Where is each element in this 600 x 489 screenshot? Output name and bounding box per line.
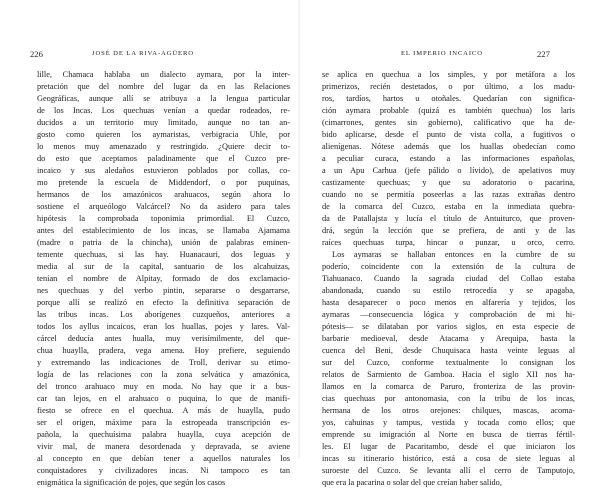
text-line: temente quechuas, si las hay. Huanacauri, dos leguas y — [37, 250, 290, 259]
text-line: antes del establecimiento de los incas, se llamaba Ajamama — [37, 226, 290, 235]
text-line: pótesis— se dilataban por varios siglos, en esta especie de — [322, 322, 575, 331]
text-line: llamos en la comarca de Paruro, fronteriza de las provin- — [322, 382, 575, 391]
text-line: bido aplicarse, desde el punto de vista colla, a fugitivos o — [322, 130, 575, 139]
text-line: las tribus incas. Los aborígenes cuzqueños, anteriores a — [37, 310, 290, 319]
text-line: pañola, la quechuísima palabra huaylla, cuya acepción de — [37, 430, 290, 439]
text-line: ser el origen, máxime para la estropeada transcripción es- — [37, 418, 290, 427]
text-line: porque allí se realizó en efecto la definitiva separación de — [37, 298, 290, 307]
text-line: hipótesis la comprobada toponimia primordial. El Cuzco, — [37, 214, 290, 223]
text-line: enigmática la significación de pojes, que según los casos — [37, 478, 226, 487]
text-line: yos, cahuinas y tampus, vestida y tocada como ellos; que — [322, 418, 575, 427]
text-line: hermana de los otros orejones: chilques, mascas, acoma- — [322, 406, 575, 415]
page-number: 227 — [537, 49, 550, 59]
text-line: suroeste del Cuzco. Se levanta allí el cerro de Tamputojo, — [322, 466, 575, 475]
text-line: incaico y sus aledaños estuvieron poblados por collas, co- — [37, 166, 290, 175]
right-page — [300, 0, 600, 487]
text-line: fiesto se ofrece en el quechua. A más de huaylla, pudo — [37, 406, 290, 415]
text-line: se aplica en quechua a los simples, y por metáfora a los — [322, 70, 575, 79]
text-line: media al sur de la capital, santuario de los alcahuizas, — [37, 262, 290, 271]
text-line: car tan lejos, en el arahuaco o puquina, lo que de manifi- — [37, 394, 290, 403]
text-line: primerizos, recién destetados, o por último, a los madu- — [322, 82, 575, 91]
text-line: de la comarca del Cuzco, estaba en la inmediata quebra- — [322, 202, 575, 211]
text-line: emprende su imigración al Norte en busca de tierras fértil- — [322, 430, 575, 439]
text-line: vivir mal, de manera desordenada y depravada, se aviene — [37, 442, 290, 451]
left-page-body — [37, 69, 290, 489]
text-line: (cimarrones, gentes sin gobierno), calificativo que ha de- — [322, 118, 575, 127]
text-line: a peculiar curaca, estando a las informaciones españolas, — [322, 154, 575, 163]
text-line: abandonada, cuando su estilo retrocedía y se apagaba, — [322, 286, 575, 295]
text-line: ros, tardíos, hartos u otoñales. Quedarían con significa- — [322, 94, 575, 103]
text-line: alienígenas. Nótese además que los huallas obedecían como — [322, 142, 575, 151]
text-line: barbarie medioeval, desde Atacama y Arequipa, hasta la — [322, 334, 575, 343]
text-line: incas su itinerario histórico, está a cosa de siete leguas al — [322, 454, 575, 463]
text-line: conquistadores y civilizadores incas. Ni tampoco es tan — [37, 466, 290, 475]
text-line: gosto como quieren los aymaristas, verbigracia Uhle, por — [37, 130, 290, 139]
text-line: do esto que aceptamos paladinamente que el Cuzco pre- — [37, 154, 290, 163]
text-line: mo pretende la escuela de Middendorf, o por puquinas, — [37, 178, 290, 187]
running-head: EL IMPERIO INCAICO — [401, 50, 483, 57]
text-line: nes quechuas y del verbo pintin, separarse o desgarrarse, — [37, 286, 290, 295]
text-line: poderío, coincidente con la extensión de la cultura de — [322, 262, 575, 271]
text-line: da de Patallajsta y lucía el título de Antuiturco, que proven- — [322, 214, 575, 223]
text-line: cuando no se permitía poseerlas a las razas extrañas dentro — [322, 190, 575, 199]
text-line: aymaras —consecuencia lógica y comprobación de mi hi- — [322, 310, 575, 319]
text-line: del tronco arahuaco muy en moda. No hay que ir a bus- — [37, 382, 290, 391]
text-line: cias quechuas por antonomasia, con la tribu de los incas, — [322, 394, 575, 403]
text-line: tenían el nombre de Alpitay, formado de dos exclamacio- — [37, 274, 290, 283]
left-page-header — [0, 48, 300, 60]
text-line: que era la pacarina o solar del que creían haber salido, — [322, 478, 502, 487]
text-line: ción aymara probable (quizá es también quechua) los laris — [322, 106, 575, 115]
text-line: hasta desaparecer o poco menos en alfarería y tejidos, los — [322, 298, 575, 307]
left-page — [0, 0, 300, 487]
text-line: les. El lugar de Pacaritambo, desde el que iniciaron los — [322, 442, 575, 451]
text-line: lille, Chamaca hablaba un dialecto aymara, por la inter- — [37, 70, 290, 79]
text-line: drá, según la lección que se prefiera, de anti y de las — [322, 226, 575, 235]
text-line: de los Incas. Los quechuas venían a quedar rodeados, re- — [37, 106, 290, 115]
text-line: Los aymaras se hallaban entonces en la cumbre de su — [332, 250, 575, 259]
text-line: cuenca del Beni, desde Chuquisaca hasta veinte leguas al — [322, 346, 575, 355]
text-line: castizamente quechuas; y que su adoratorio o pacarina, — [322, 178, 575, 187]
text-line: y extremando las indicaciones de Troll, derivar su etimo- — [37, 358, 290, 367]
text-line: a un Apu Carhua (jefe pálido o lívido), de apelativos muy — [322, 166, 575, 175]
text-line: logía de las relaciones con la zona selvática y amazónica, — [37, 370, 290, 379]
text-line: sostiene el arqueólogo Valcárcel? No da asidero para tales — [37, 202, 290, 211]
text-line: cárcel deducía antes hualla, muy verisímilmente, del que- — [37, 334, 290, 343]
text-line: hermanos de los amazónicos arahuacos, según ahora lo — [37, 190, 290, 199]
text-line: relatos de Sarmiento de Gamboa. Hacia el siglo XII nos ha- — [322, 370, 575, 379]
text-line: (madre o patria de la chincha), unión de palabras eminen- — [37, 238, 290, 247]
text-line: pretación que del nombre del lugar da en las Relaciones — [37, 82, 290, 91]
page-number: 226 — [30, 49, 43, 59]
text-line: ducidos a un territorio muy limitado, aunque no tan an- — [37, 118, 290, 127]
text-line: sur del Cuzco, conforme textualmente lo consignan los — [322, 358, 575, 367]
right-page-body — [322, 69, 575, 489]
text-line: al concepto en que debían tener a aquellos naturales los — [37, 454, 290, 463]
text-line: lo menos muy amenazado y restringido. ¿Quiere decir to- — [37, 142, 290, 151]
text-line: raíces quechuas turpa, hincar o punzar, u orco, cerro. — [322, 238, 575, 247]
text-line: chua huaylla, pradera, vega amena. Hoy prefiere, seguiendo — [37, 346, 290, 355]
text-line: Geográficas, aunque allí se atribuya a la lengua particular — [37, 94, 290, 103]
text-line: todos los ayllus incaicos, eran los huallas, pojes y lares. Val- — [37, 322, 290, 331]
text-line: Tiahuanaco. Cuando la sagrada ciudad del Collao estaba — [322, 274, 575, 283]
running-head: JOSÉ DE LA RIVA-AGÜERO — [92, 50, 194, 57]
right-page-header — [300, 48, 600, 60]
